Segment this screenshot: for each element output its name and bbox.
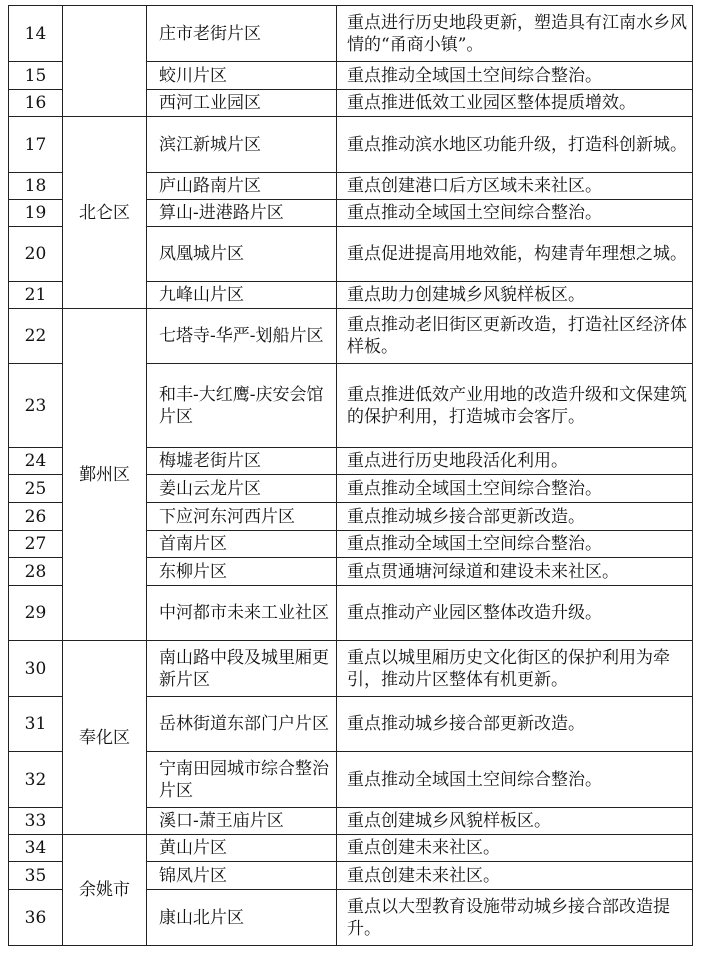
- area-description: 重点创建未来社区。: [337, 862, 693, 890]
- area-description: 重点进行历史地段活化利用。: [337, 448, 693, 475]
- table-row: [9, 309, 693, 364]
- area-name: 西河工业园区: [147, 90, 337, 117]
- district-cell: 余姚市: [63, 835, 147, 946]
- row-number: 26: [9, 503, 63, 531]
- area-name: 锦凤片区: [147, 862, 337, 890]
- row-number: 31: [9, 697, 63, 752]
- area-description: 重点以城里厢历史文化街区的保护利用为牵引，推动片区整体有机更新。: [337, 641, 693, 697]
- area-name: 凤凰城片区: [147, 227, 337, 282]
- table-row: [9, 835, 693, 862]
- area-description: 重点推动老旧街区更新改造，打造社区经济体样板。: [337, 309, 693, 364]
- row-number: 35: [9, 862, 63, 890]
- row-number: 33: [9, 808, 63, 835]
- area-name: 算山-进港路片区: [147, 200, 337, 227]
- area-description: 重点以大型教育设施带动城乡接合部改造提升。: [337, 890, 693, 946]
- row-number: 16: [9, 90, 63, 117]
- area-name: 梅墟老街片区: [147, 448, 337, 475]
- table-row: [9, 117, 693, 173]
- row-number: 14: [9, 6, 63, 62]
- area-name: 宁南田园城市综合整治片区: [147, 752, 337, 808]
- area-name: 庄市老街片区: [147, 6, 337, 62]
- district-cell: 奉化区: [63, 641, 147, 835]
- district-cell: 鄞州区: [63, 309, 147, 641]
- area-description: 重点创建未来社区。: [337, 835, 693, 862]
- row-number: 21: [9, 282, 63, 309]
- area-description: 重点推动产业园区整体改造升级。: [337, 586, 693, 641]
- area-description: 重点创建城乡风貌样板区。: [337, 808, 693, 835]
- row-number: 25: [9, 475, 63, 503]
- area-description: 重点推进低效工业园区整体提质增效。: [337, 90, 693, 117]
- area-name: 东柳片区: [147, 558, 337, 586]
- row-number: 32: [9, 752, 63, 808]
- area-description: 重点推进低效产业用地的改造升级和文保建筑的保护利用，打造城市会客厅。: [337, 364, 693, 448]
- area-name: 岳林街道东部门户片区: [147, 697, 337, 752]
- area-name: 蛟川片区: [147, 62, 337, 90]
- area-name: 康山北片区: [147, 890, 337, 946]
- area-name: 南山路中段及城里厢更新片区: [147, 641, 337, 697]
- area-description: 重点推动全域国土空间综合整治。: [337, 62, 693, 90]
- area-name: 庐山路南片区: [147, 173, 337, 200]
- district-cell: 北仑区: [63, 117, 147, 309]
- area-name: 黄山片区: [147, 835, 337, 862]
- area-name: 九峰山片区: [147, 282, 337, 309]
- area-description: 重点推动滨水地区功能升级，打造科创新城。: [337, 117, 693, 173]
- table-row: [9, 641, 693, 697]
- row-number: 36: [9, 890, 63, 946]
- table-row: [9, 6, 693, 62]
- area-description: 重点进行历史地段更新，塑造具有江南水乡风情的“甬商小镇”。: [337, 6, 693, 62]
- area-name: 和丰-大红鹰-庆安会馆片区: [147, 364, 337, 448]
- row-number: 30: [9, 641, 63, 697]
- row-number: 23: [9, 364, 63, 448]
- area-description: 重点促进提高用地效能，构建青年理想之城。: [337, 227, 693, 282]
- area-name: 溪口-萧王庙片区: [147, 808, 337, 835]
- district-cell: [63, 6, 147, 117]
- area-description: 重点推动全域国土空间综合整治。: [337, 752, 693, 808]
- area-name: 下应河东河西片区: [147, 503, 337, 531]
- area-description: 重点推动全域国土空间综合整治。: [337, 531, 693, 558]
- area-description: 重点推动全域国土空间综合整治。: [337, 475, 693, 503]
- area-description: 重点创建港口后方区域未来社区。: [337, 173, 693, 200]
- row-number: 27: [9, 531, 63, 558]
- row-number: 24: [9, 448, 63, 475]
- row-number: 29: [9, 586, 63, 641]
- area-description: 重点推动城乡接合部更新改造。: [337, 697, 693, 752]
- area-description: 重点推动全域国土空间综合整治。: [337, 200, 693, 227]
- area-description: 重点助力创建城乡风貌样板区。: [337, 282, 693, 309]
- row-number: 17: [9, 117, 63, 173]
- row-number: 20: [9, 227, 63, 282]
- row-number: 22: [9, 309, 63, 364]
- row-number: 15: [9, 62, 63, 90]
- area-name: 姜山云龙片区: [147, 475, 337, 503]
- area-name: 滨江新城片区: [147, 117, 337, 173]
- area-description: 重点贯通塘河绿道和建设未来社区。: [337, 558, 693, 586]
- row-number: 34: [9, 835, 63, 862]
- area-name: 七塔寺-华严-划船片区: [147, 309, 337, 364]
- row-number: 28: [9, 558, 63, 586]
- row-number: 19: [9, 200, 63, 227]
- row-number: 18: [9, 173, 63, 200]
- area-name: 中河都市未来工业社区: [147, 586, 337, 641]
- district-table: [8, 5, 693, 946]
- area-description: 重点推动城乡接合部更新改造。: [337, 503, 693, 531]
- area-name: 首南片区: [147, 531, 337, 558]
